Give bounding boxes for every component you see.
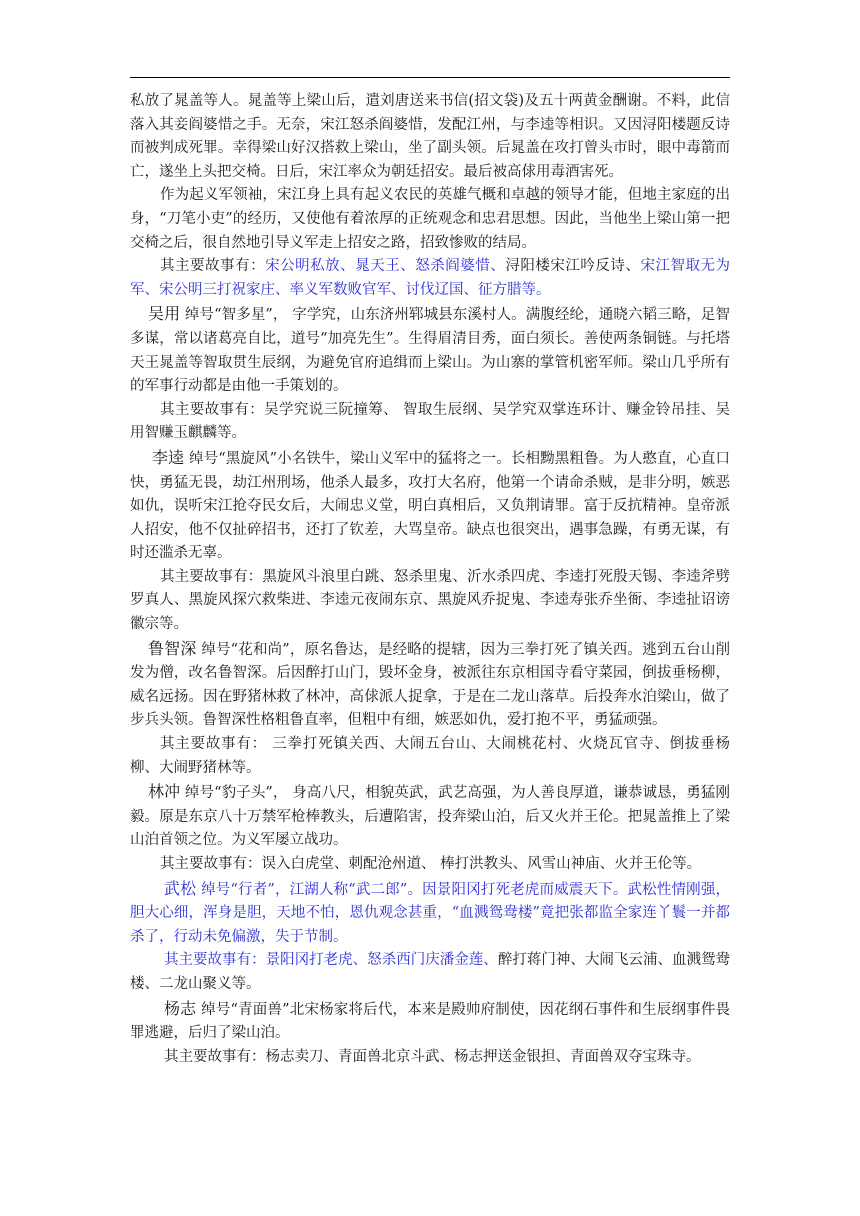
likui-bio-paragraph: [130, 446, 730, 566]
likui-stories-paragraph: 其主要故事有：黑旋风斗浪里白跳、怒杀里鬼、沂水杀四虎、李逵打死殷天锡、李逵斧劈罗真人、黑旋风探穴救柴进、李逵元夜闹东京、黑旋风乔捉鬼、李逵寿张乔坐衙、李逵扯诏谤徽宗等。: [130, 568, 730, 633]
document-body: [130, 90, 730, 1069]
stories-highlight: 宋公明私放、晁天王、怒杀阎婆惜、: [265, 258, 506, 275]
wusong-stories-plain: 醉打蒋门神、大闹飞云浦、血溅鸳鸯楼、二龙山聚义等。: [130, 952, 731, 992]
songjiang-analysis-paragraph: 作为起义军领袖，宋江身上具有起义农民的英雄气概和卓越的领导才能，但地主家庭的出身，“刀笔小吏”的经历，又使他有着浓厚的正统观念和忠君思想。因此，当他坐上梁山第一把交椅之后，很自然地引导义军走上招安之路，招致惨败的结局。: [130, 187, 730, 251]
character-name-linchong: 林冲: [148, 782, 181, 802]
stories-highlight-2: 宋江智取无为军、宋公明三打祝家庄、率义军数败官军、讨伐辽国、征方腊等。: [130, 258, 731, 298]
character-name-wusong: 武松: [164, 878, 197, 898]
character-name-yangzhi: 杨志: [164, 998, 197, 1018]
wusong-bio-paragraph: [130, 877, 730, 950]
wuyong-bio-paragraph: [130, 302, 730, 398]
wusong-stories-highlight: 其主要故事有：景阳冈打老虎、怒杀西门庆潘金莲、: [164, 952, 498, 969]
luzhishen-bio-paragraph: [130, 637, 730, 733]
likui-bio: 绰号“黑旋风”小名铁牛，梁山义军中的猛将之一。长相黝黑粗鲁。为人憨直，心直口快，勇猛无畏，劫江州刑场，他杀人最多，攻打大名府，他第一个请命杀贼，是非分明，嫉恶如仇，误听宋江抢夺民女后，大闹忠义堂，明白真相后，又负荆请罪。富于反抗精神。皇帝派人招安，他不仅扯碎招书，还打了钦差，大骂皇帝。缺点也很突出，遇事急躁，有勇无谋，有时还滥杀无辜。: [130, 450, 730, 562]
yangzhi-stories-paragraph: 其主要故事有：杨志卖刀、青面兽北京斗武、杨志押送金银担、青面兽双夺宝珠寺。: [164, 1048, 701, 1065]
luzhishen-stories-paragraph: 其主要故事有： 三拳打死镇关西、大闹五台山、大闹桃花村、火烧瓦官寺、倒拔垂杨柳、大闹野猪林等。: [130, 736, 730, 776]
character-name-wuyong: 吴用: [148, 304, 181, 324]
header-rule: [130, 77, 730, 78]
wusong-stories-paragraph: [130, 949, 730, 996]
linchong-bio: 绰号“豹子头”， 身高八尺，相貌英武，武艺高强，为人善良厚道，谦恭诚恳，勇猛刚毅。原是东京八十万禁军枪棒教头，后遭陷害，投奔梁山泊，后又火并王伦。把晁盖推上了梁山泊首领之位。为义军屡立战功。: [130, 785, 731, 849]
yangzhi-bio-paragraph: [130, 997, 730, 1046]
yangzhi-bio: 绰号“青面兽”北宋杨家将后代，本来是殿帅府制使，因花纲石事件和生辰纲事件畏罪逃避，后归了梁山泊。: [130, 1001, 730, 1042]
stories-plain: 浔阳楼宋江吟反诗、: [505, 258, 641, 275]
character-name-likui: 李逵: [152, 447, 185, 467]
luzhishen-bio: 绰号“花和尚”，原名鲁达，是经略的提辖，因为三拳打死了镇关西。逃到五台山削发为僧，改名鲁智深。后因醉打山门，毁坏金身，被派往东京相国寺看守菜园，倒拔垂杨柳，威名远扬。因在野猪林救了林冲，高俅派人捉拿，于是在二龙山落草。后投奔水泊梁山，做了步兵头领。鲁智深性格粗鲁直率，但粗中有细，嫉恶如仇，爱打抱不平，勇猛顽强。: [130, 641, 730, 729]
wusong-bio: 绰号“行者”，江湖人称“武二郎”。因景阳冈打死老虎而威震天下。武松性情刚强，胆大心细，浑身是胆，天地不怕，恩仇观念甚重，“血溅鸳鸯楼”竟把张都监全家连丫鬟一并都杀了，行动未免偏激，失于节制。: [130, 881, 730, 945]
songjiang-bio-paragraph: 私放了晁盖等人。晁盖等上梁山后，遣刘唐送来书信(招文袋)及五十两黄金酬谢。不料，此信落入其妾阎婆惜之手。无奈，宋江怒杀阎婆惜，发配江州，与李逵等相识。又因浔阳楼题反诗而被判成死罪。幸得梁山好汉搭救上梁山，坐了副头领。后晁盖在攻打曾头市时，眼中毒箭而亡，遂坐上头把交椅。日后，宋江率众为朝廷招安。最后被高俅用毒酒害死。: [130, 93, 730, 180]
character-name-luzhishen: 鲁智深: [148, 638, 197, 658]
stories-prefix: 其主要故事有：: [160, 258, 266, 275]
songjiang-stories-paragraph: [130, 255, 730, 302]
wuyong-stories-paragraph: 其主要故事有：吴学究说三阮撞筹、 智取生辰纲、吴学究双掌连环计、赚金铃吊挂、吴用智赚玉麒麟等。: [130, 401, 730, 442]
linchong-bio-paragraph: [130, 780, 730, 853]
wuyong-bio: 绰号“智多星”， 字学究，山东济州郓城县东溪村人。满腹经纶，通晓六韬三略，足智多谋，常以诸葛亮自比，道号“加亮先生”。生得眉清目秀，面白须长。善使两条铜链。与托塔天王晁盖等智取贯生辰纲，为避免官府追缉而上梁山。为山寨的掌管机密军师。梁山几乎所有的军事行动都是由他一手策划的。: [130, 307, 731, 395]
linchong-stories-paragraph: 其主要故事有：误入白虎堂、刺配沧州道、 棒打洪教头、风雪山神庙、火并王伦等。: [160, 856, 702, 872]
